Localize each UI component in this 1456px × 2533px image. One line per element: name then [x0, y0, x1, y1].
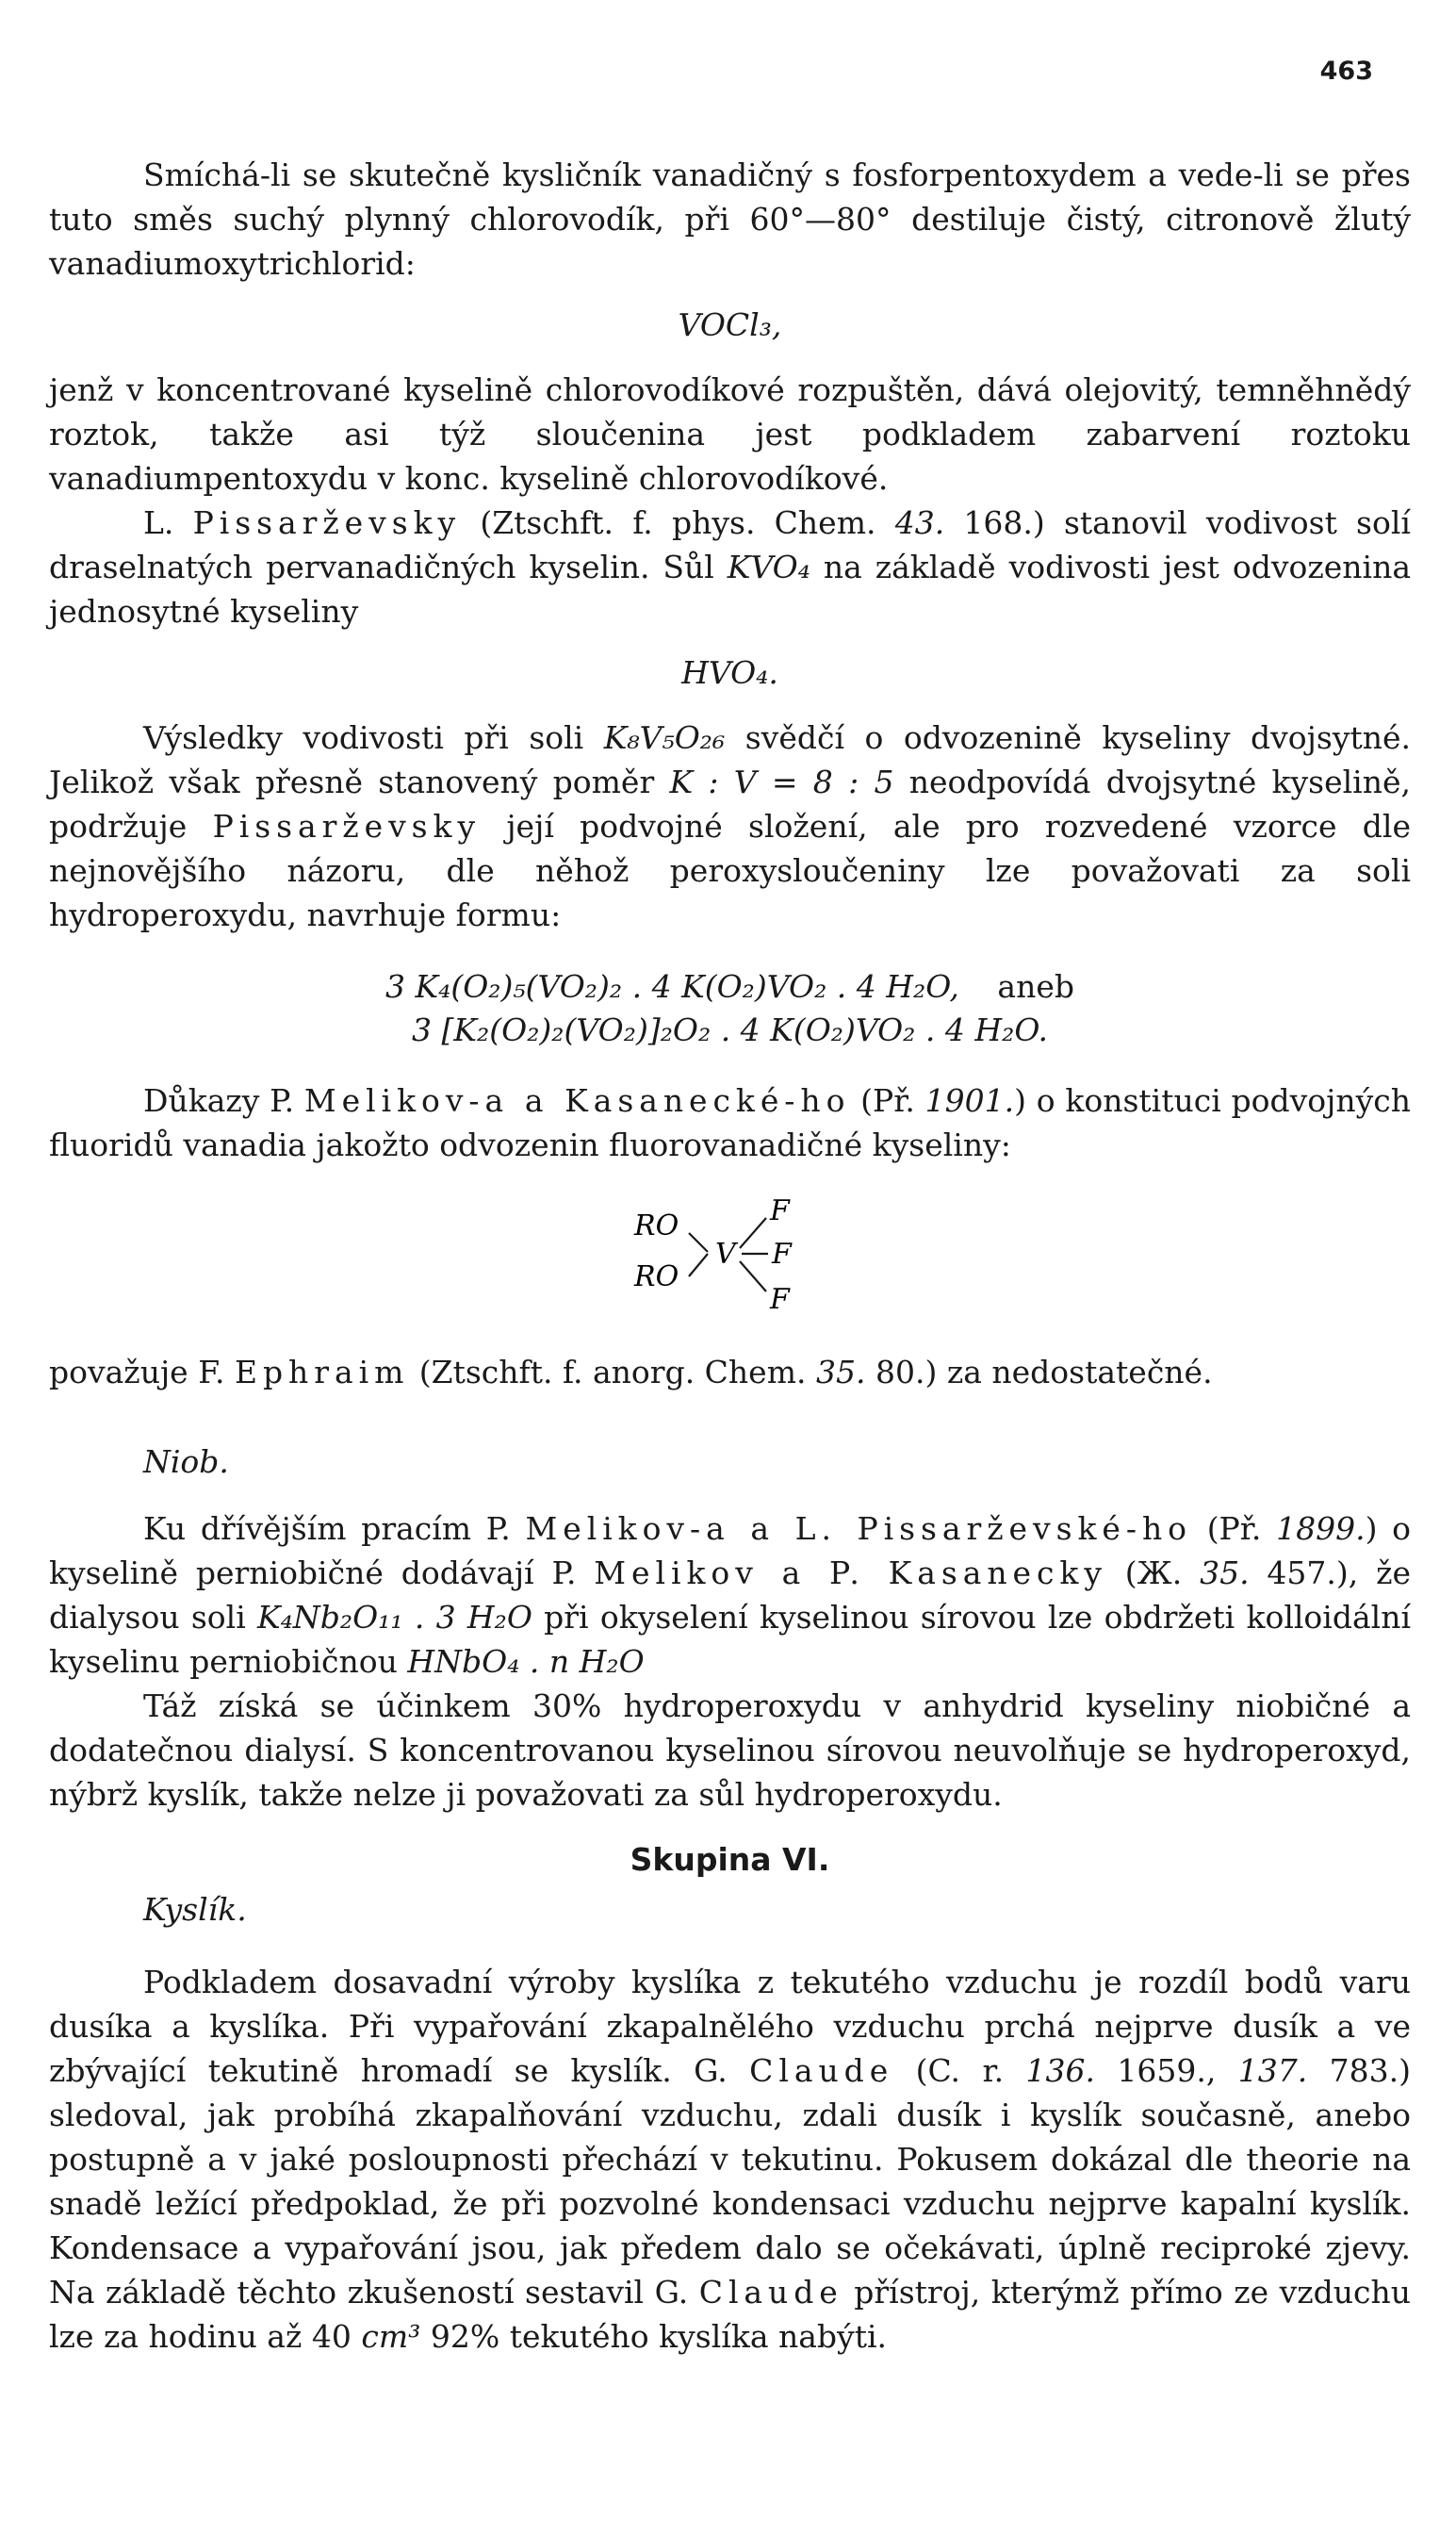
section-title: Skupina VI. [630, 1841, 830, 1878]
formula-hvo4: HVO₄. [681, 654, 778, 691]
text: (Př. [1206, 1510, 1262, 1547]
text: 457.), že dialysou soli [49, 1554, 1411, 1636]
author-name: Melikov-a a Kasanecké-ho [303, 1082, 851, 1119]
volume-number: 35. [1200, 1554, 1250, 1591]
volume-number: 137. [1237, 2052, 1308, 2089]
formula-line-1 [49, 965, 1411, 1009]
author-name: Melikov-a a L. Pissarževské-ho [525, 1510, 1192, 1547]
structural-formula-svg [617, 1186, 843, 1327]
text: (Ztschft. f. phys. Chem. [480, 504, 876, 541]
unit-inline: cm³ [361, 2318, 421, 2355]
volume-number: 43. [894, 504, 945, 541]
text: 168.) stanovil vodivost solí draselnatých pervanadičných kyselin. Sůl [49, 504, 1411, 585]
page-body [49, 153, 1411, 2359]
author-name: Claude [698, 2274, 843, 2311]
ratio-inline: K : V = 8 : 5 [669, 764, 894, 800]
paragraph-conductivity [49, 715, 1411, 937]
volume-number: 35. [816, 1354, 866, 1390]
formula: 3 [K₂(O₂)₂(VO₂)]₂O₂ . 4 K(O₂)VO₂ . 4 H₂O. [412, 1012, 1048, 1048]
text: ) o kyselině perniobičné dodávají P. [49, 1510, 1412, 1591]
structural-formula [617, 1186, 843, 1327]
text: (Ztschft. f. anorg. Chem. [418, 1354, 807, 1390]
bond-line [740, 1218, 766, 1248]
bond-line [740, 1261, 766, 1291]
formula: 3 K₄(O₂)₅(VO₂)₂ . 4 K(O₂)VO₂ . 4 H₂O, [385, 968, 959, 1005]
author-name: Melikov a P. Kasanecky [594, 1554, 1107, 1591]
formula-line-2 [49, 1009, 1411, 1052]
text: 80.) za nedostatečné. [875, 1354, 1213, 1390]
subheading-kyslik: Kyslík. [143, 1891, 247, 1928]
text: Důkazy P. [143, 1082, 295, 1119]
text: při okyselení kyselinou sírovou lze obdržeti kolloidální kyselinu perniobičnou [49, 1599, 1412, 1680]
text: (Př. [860, 1082, 915, 1119]
page-number: 463 [1319, 57, 1373, 86]
text: (Ж. [1124, 1554, 1183, 1591]
volume-number: 136. [1025, 2052, 1095, 2089]
author-name: Ephraim [234, 1354, 410, 1390]
author-name: Pissarževsky [212, 808, 482, 845]
author-name: Pissarževsky [192, 504, 462, 541]
formula-inline: KVO₄ [727, 549, 810, 585]
structure-right-bottom: F [769, 1283, 790, 1316]
paragraph-ephraim [49, 1350, 1411, 1394]
text: L. [143, 504, 174, 541]
author-name: Claude [749, 2052, 894, 2089]
subheading-niob: Niob. [143, 1443, 229, 1480]
formula-conjunction: aneb [997, 968, 1074, 1005]
structure-center: V [714, 1238, 736, 1271]
year: 1901. [924, 1082, 1015, 1119]
text: 92% tekutého kyslíka nabýti. [430, 2318, 887, 2355]
text: Výsledky vodivosti při soli [143, 719, 584, 756]
text: její podvojné složení, ale pro rozvedené vzorce dle nejnovějšího názoru, dle něhož peroxysloučeniny lze považovati za soli hydroperoxydu, navrhuje formu: [49, 808, 1411, 933]
text: považuje F. [49, 1354, 225, 1390]
paragraph-pissarzevsky [49, 501, 1411, 633]
text: Ku dřívějším pracím P. [143, 1510, 511, 1547]
text: (C. r. [915, 2052, 1005, 2089]
bond-line [689, 1233, 708, 1252]
text: přístroj, kterýmž přímo ze vzduchu lze za hodinu až 40 [49, 2274, 1411, 2355]
formula-inline: K₄Nb₂O₁₁ . 3 H₂O [257, 1599, 532, 1636]
year: 1899. [1276, 1510, 1366, 1547]
text: svědčí o odvozenině kyseliny dvojsytné. Jelikož však přesně stanovený poměr [49, 719, 1411, 800]
formula-vocl3: VOCl₃, [678, 306, 782, 343]
paragraph-niobic-anhydride: Táž získá se účinkem 30% hydroperoxydu v anhydrid kyseliny niobičné a dodatečnou dialysí. S koncentrovanou kyselinou sírovou neuvolňuje se hydroperoxyd, nýbrž kyslík, takže nelze ji považovati za sůl hydroperoxydu. [49, 1687, 1411, 1813]
paragraph-vocl3-solution: jenž v koncentrované kyselině chlorovodíkové rozpuštěn, dává olejovitý, temněhnědý roztok, takže asi týž sloučenina jest podkladem zabarvení roztoku vanadiumpentoxydu v konc. kyselině chlorovodíkové. [49, 371, 1411, 497]
formula-inline: HNbO₄ . n H₂O [407, 1643, 645, 1680]
formula-block-peroxy [49, 965, 1411, 1052]
structure-left-bottom: RO [633, 1260, 679, 1293]
text: ) o konstituci podvojných fluoridů vanadia jakožto odvozenin fluorovanadičné kyseliny: [49, 1082, 1411, 1163]
text: na základě vodivosti jest odvozenina jednosytné kyseliny [49, 549, 1411, 630]
structure-right-top: F [769, 1194, 790, 1227]
paragraph-oxygen-production [49, 1960, 1411, 2359]
text: 1659., [1117, 2052, 1217, 2089]
paragraph-perniobic-acid [49, 1506, 1411, 1684]
bond-line [689, 1254, 708, 1276]
structure-left-top: RO [633, 1209, 679, 1242]
text: neodpovídá dvojsytné kyselině, podržuje [49, 764, 1411, 845]
paragraph-melikov-fluorides [49, 1078, 1411, 1167]
text: 783.) sledoval, jak probíhá zkapalňování vzduchu, zdali dusík i kyslík současně, anebo postupně a v jaké posloupnosti přechází v tekutinu. Pokusem dokázal dle theorie na snadě ležící předpoklad, že při pozvolné kondensaci vzduchu nejprve kapalní kyslík. Kondensace a vypařování jsou, jak předem dalo se očekávati, úplně reciproké zjevy. Na základě těchto zkušeností sestavil G. [49, 2052, 1412, 2311]
paragraph-vocl3-intro: Smíchá-li se skutečně kysličník vanadičný s fosforpentoxydem a vede-li se přes tuto směs suchý plynný chlorovodík, při 60°—80° destiluje čistý, citronově žlutý vanadiumoxytrichlorid: [49, 156, 1411, 282]
structure-right-mid: F [771, 1238, 792, 1271]
text: Podkladem dosavadní výroby kyslíka z tekutého vzduchu je rozdíl bodů varu dusíka a kyslíka. Při vypařování zkapalnělého vzduchu prchá nejprve dusík a ve zbývající tekutině hromadí se kyslík. G. [49, 1964, 1411, 2089]
formula-inline: K₈V₅O₂₆ [603, 719, 726, 756]
